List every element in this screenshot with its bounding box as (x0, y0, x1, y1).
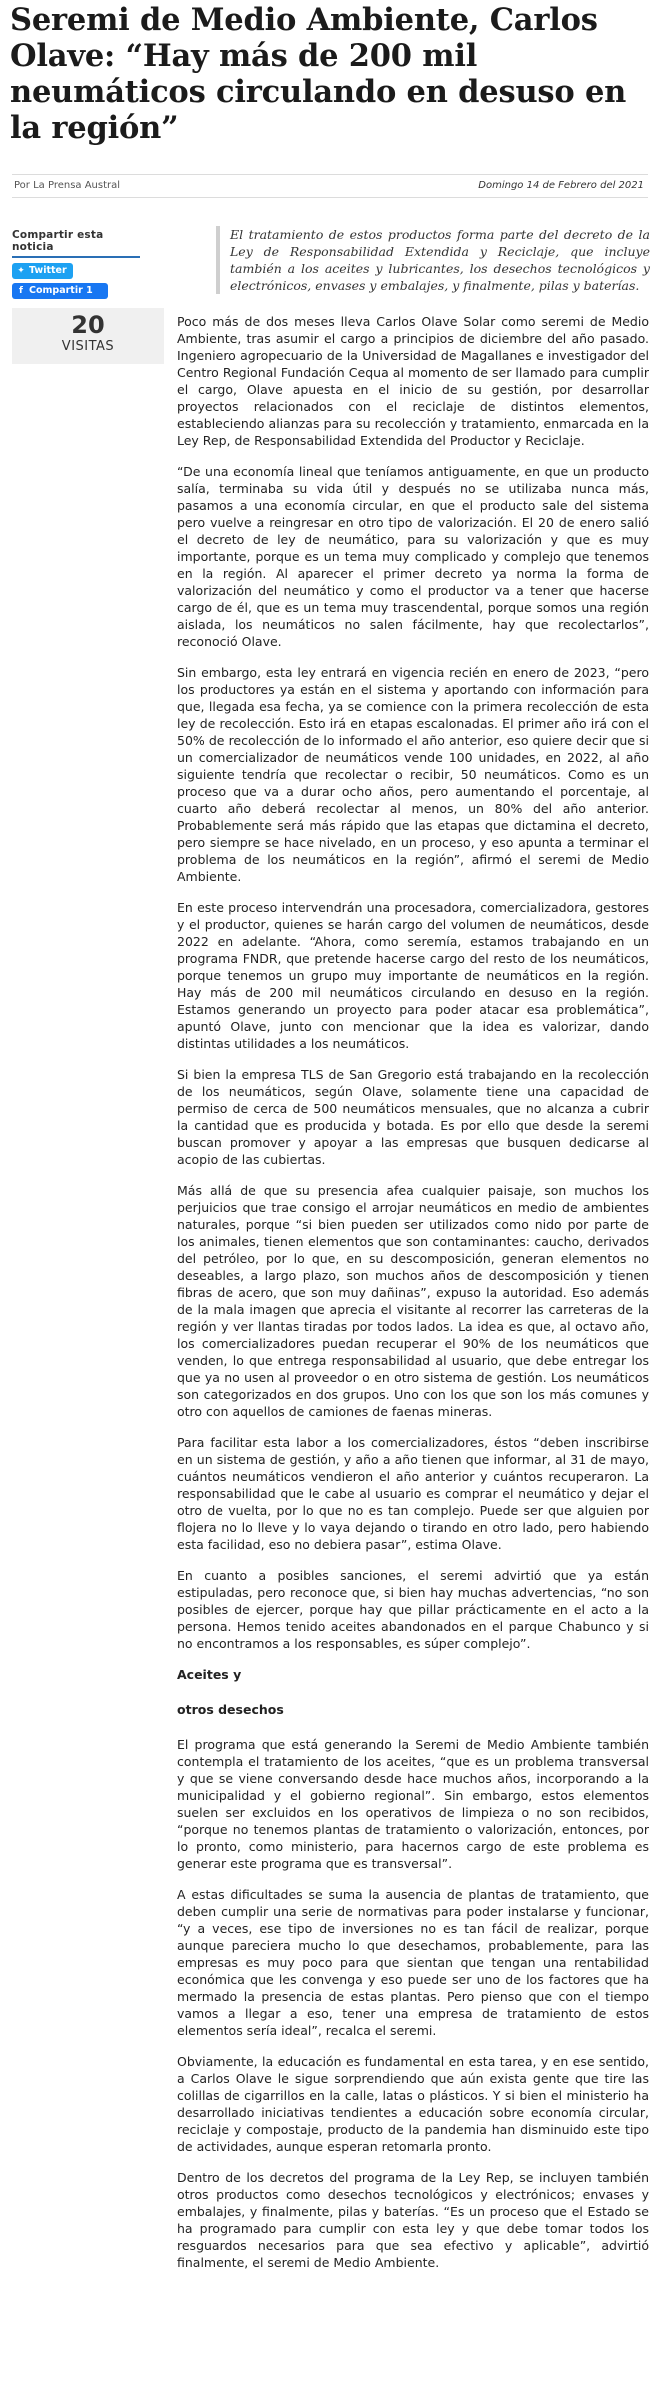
article-date: Domingo 14 de Febrero del 2021 (478, 180, 644, 191)
article-subhead: otros desechos (177, 1702, 284, 1717)
article-title: Seremi de Medio Ambiente, Carlos Olave: “Hay más de 200 mil neumáticos circulando en desuso en la región” (10, 2, 627, 146)
facebook-f-icon: f (19, 286, 23, 296)
byline-bar (12, 174, 648, 198)
article-lede: El tratamiento de estos productos forma parte del decreto de la Ley de Responsabilidad Extendida y Reciclaje, que incluye también a los aceites y lubricantes, los desechos tecnológicos y electrónicos, envases y embalajes, y finalmente, pilas y baterías. (216, 226, 650, 294)
article-paragraph: “De una economía lineal que teníamos antiguamente, en que un producto salía, terminaba su vida útil y después no se utilizaba nunca más, pasamos a una economía circular, en que el producto sale del sistema pero vuelve a reingresar en otro tipo de valorización. El 20 de enero salió el decreto de ley de neumático, para su valorización y que es muy importante, porque es un tema muy complicado y complejo que tenemos en la región. Al aparecer el primer decreto ya norma la forma de valorización del neumático y como el productor va a tener que hacerse cargo de él, que es un tema muy trascendental, porque somos una región aislada, los neumáticos no salen fácilmente, hay que recolectarlos”, reconoció Olave. (177, 464, 649, 649)
article-paragraph: A estas dificultades se suma la ausencia de plantas de tratamiento, que deben cumplir una serie de normativas para poder instalarse y funcionar, “y a veces, ese tipo de inversiones no es tan fácil de realizar, porque aunque pareciera mucho lo que desechamos, probablemente, para las empresas es muy poco para que sientan que tengan una rentabilidad económica que les convenga y eso puede ser uno de los factores que ha mermado la presencia de estas plantas. Pero pienso que con el tiempo vamos a llegar a eso, tener una empresa de tratamiento de estos elementos sería ideal”, recalca el seremi. (177, 1887, 649, 2038)
article-paragraph: Poco más de dos meses lleva Carlos Olave Solar como seremi de Medio Ambiente, tras asumir el cargo a principios de diciembre del año pasado. Ingeniero agropecuario de la Universidad de Magallanes e investigador del Centro Regional Fundación Cequa al momento de ser llamado para cumplir el cargo, Olave apuesta en el inicio de su gestión, por desarrollar proyectos relacionados con el reciclaje de distintos elementos, estableciendo alianzas para su recolección y tratamiento, enmarcada en la Ley Rep, de Responsabilidad Extendida del Productor y Reciclaje. (177, 314, 649, 448)
article-paragraph: Para facilitar esta labor a los comercializadores, éstos “deben inscribirse en un sistema de gestión, y año a año tienen que informar, al 31 de mayo, cuántos neumáticos vendieron el año anterior y cuántos recuperaron. La responsabilidad que le cabe al usuario es comprar el neumático y dejar el otro de vuelta, por lo que no es tan complejo. Puede ser que alguien por flojera no lo lleve y lo vaya dejando o tirando en otro lado, pero habiendo esta facilidad, eso no debiera pasar”, estima Olave. (177, 1435, 649, 1552)
visits-count: 20 (71, 311, 105, 339)
twitter-share-button[interactable] (12, 263, 73, 279)
article-paragraph: Obviamente, la educación es fundamental en esta tarea, y en ese sentido, a Carlos Olave le sigue sorprendiendo que aún exista gente que tire las colillas de cigarrillos en la calle, latas o plásticos. Y si bien el ministerio ha desarrollado iniciativas tendientes a educación sobre economía circular, reciclaje y compostaje, producto de la pandemia han disminuido este tipo de actividades, aunque esperan retomarla pronto. (177, 2054, 649, 2154)
article-subhead: Aceites y (177, 1667, 242, 1682)
article-paragraph: Sin embargo, esta ley entrará en vigencia recién en enero de 2023, “pero los productores ya están en el sistema y aportando con información para que, llegada esa fecha, ya se comience con la primera recolección de esta ley de recolección. Esto irá en etapas escalonadas. El primer año irá con el 50% de recolección de lo informado el año anterior, eso quiere decir que si un comercializador de neumáticos vende 100 unidades, en 2022, al año siguiente tendría que recolectar o recibir, 50 neumáticos. Como es un proceso que va a durar ocho años, pero aumentando el porcentaje, al cuarto año deberá recolectar al menos, un 80% del año anterior. Probablemente será más rápido que las etapas que dictamina el decreto, pero siempre se hace nivelado, en un proceso, y eso apunta a terminar el problema de los neumáticos en la región”, afirmó el seremi de Medio Ambiente. (177, 665, 649, 884)
facebook-share-button[interactable] (12, 283, 108, 299)
visits-counter (12, 308, 164, 364)
facebook-share-label: Compartir 1 (29, 285, 93, 296)
article-paragraph: En este proceso intervendrán una procesadora, comercializadora, gestores y el productor, quienes se harán cargo del volumen de neumáticos, desde 2022 en adelante. “Ahora, como seremía, estamos trabajando en un programa FNDR, que pretende hacerse cargo del resto de los neumáticos, porque tenemos un grupo muy importante de neumáticos en la región. Hay más de 200 mil neumáticos circulando en desuso en la región. Estamos generando un proyecto para poder atacar esa problemática”, apuntó Olave, junto con mencionar que la idea es valorizar, dando distintas utilidades a los neumáticos. (177, 900, 649, 1051)
article-paragraph: Más allá de que su presencia afea cualquier paisaje, son muchos los perjuicios que trae consigo el arrojar neumáticos en medio de ambientes naturales, porque “si bien pueden ser utilizados como nido por parte de los animales, tienen elementos que son contaminantes: caucho, derivados del petróleo, por lo que, en su descomposición, generan elementos no deseables, a largo plazo, son muchos años de descomposición y tienen fibras de acero, que son muy dañinas”, expuso la autoridad. Eso además de la mala imagen que aprecia el visitante al recorrer las carreteras de la región y ver llantas tiradas por todos lados. La idea es que, al octavo año, los comercializadores puedan recuperar el 90% de los neumáticos que venden, lo que entrega responsabilidad al usuario, que debe entregar los que ya no usen al proveedor o en otro sistema de gestión. Los neumáticos son categorizados en dos grupos. Uno con los que son los más comunes y otro con aquellos de camiones de faenas mineras. (177, 1183, 649, 1419)
article-paragraph: Si bien la empresa TLS de San Gregorio está trabajando en la recolección de los neumáticos, según Olave, solamente tiene una capacidad de permiso de cerca de 500 neumáticos mensuales, que no alcanza a cubrir la cantidad que es producida y botada. Es por ello que desde la seremi buscan promover y apoyar a las empresas que busquen dedicarse al acopio de las cubiertas. (177, 1067, 649, 1167)
article-paragraph: En cuanto a posibles sanciones, el seremi advirtió que ya están estipuladas, pero reconoce que, si bien hay muchas advertencias, “no son posibles de ejercer, porque hay que pillar prácticamente en el acto a la persona. Hemos tenido aceites abandonados en el parque Chabunco y si no encontramos a los responsables, es súper complejo”. (177, 1568, 649, 1651)
twitter-bird-icon: ✦ (17, 266, 25, 276)
twitter-share-label: Twitter (29, 265, 67, 276)
visits-label: VISITAS (61, 339, 115, 354)
article-body (177, 313, 649, 2285)
article-author: Por La Prensa Austral (14, 180, 121, 191)
share-title: Compartir esta noticia (12, 229, 140, 258)
article-paragraph: Dentro de los decretos del programa de la Ley Rep, se incluyen también otros productos como desechos tecnológicos y electrónicos; envases y embalajes, y finalmente, pilas y baterías. “Es un proceso que el Estado se ha programado para cumplir con esta ley y que debe tomar todos los resguardos necesarios para que sea efectivo y aplicable”, advirtió finalmente, el seremi de Medio Ambiente. (177, 2170, 649, 2270)
share-sidebar (12, 229, 164, 364)
article-paragraph: El programa que está generando la Seremi de Medio Ambiente también contempla el tratamiento de los aceites, “que es un problema transversal y que se viene conversando desde hace muchos años, incorporando a la municipalidad y el gobierno regional”. Sin embargo, estos elementos suelen ser excluidos en los operativos de limpieza o no son recibidos, “porque no tenemos plantas de tratamiento o valorización, entonces, por lo pronto, como ministerio, para hacernos cargo de este problema es generar este programa que es transversal”. (177, 1737, 649, 1871)
